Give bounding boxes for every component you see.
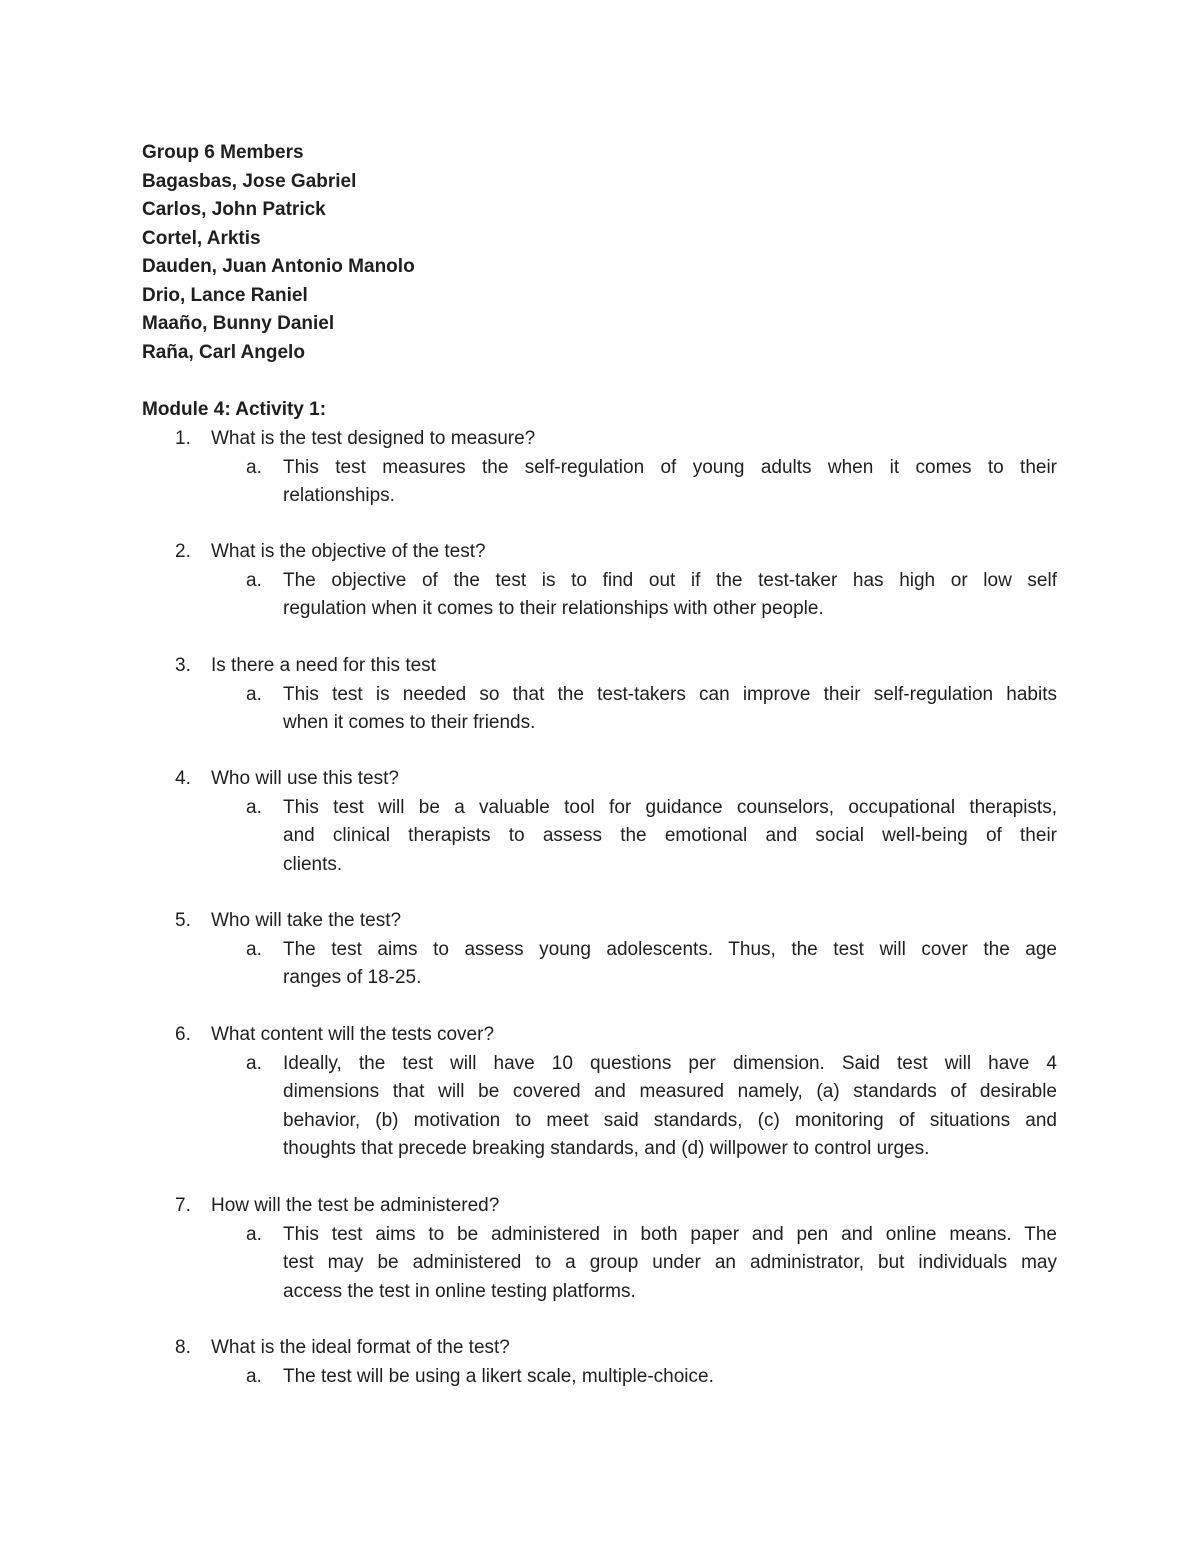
- answer-line: The test aims to assess young adolescents. Thus, the test will cover the age: [283, 938, 1057, 960]
- question-number: 4.: [175, 768, 191, 789]
- question-text: Is there a need for this test: [211, 655, 436, 676]
- answer-line: The test will be using a likert scale, multiple-choice.: [283, 1365, 714, 1387]
- answer-line: thoughts that precede breaking standards, and (d) willpower to control urges.: [283, 1138, 930, 1159]
- members-heading: Group 6 Members: [142, 142, 304, 163]
- member-name: Maaño, Bunny Daniel: [142, 313, 335, 334]
- answer-line: This test is needed so that the test-takers can improve their self-regulation habits: [283, 683, 1057, 705]
- members-list: [142, 139, 415, 367]
- answer-line: ranges of 18-25.: [283, 967, 422, 988]
- answer-line: clients.: [283, 853, 343, 875]
- answer-line: This test aims to be administered in both paper and pen and online means. The: [283, 1223, 1057, 1245]
- question-number: 1.: [175, 428, 191, 449]
- question-number: 8.: [175, 1337, 191, 1358]
- answer-line: relationships.: [283, 485, 395, 506]
- answer-line: when it comes to their friends.: [283, 712, 536, 733]
- answer-line: behavior, (b) motivation to meet said standards, (c) monitoring of situations and: [283, 1109, 1057, 1131]
- answer-letter: a.: [246, 938, 262, 960]
- answer-letter: a.: [246, 1052, 262, 1074]
- question-text: What is the objective of the test?: [211, 541, 486, 562]
- answer-line: test may be administered to a group under an administrator, but individuals may: [283, 1252, 1057, 1273]
- answer-text: [283, 1050, 1057, 1164]
- question-text: Who will take the test?: [211, 910, 402, 931]
- answer-text: [283, 681, 1057, 738]
- question-text: Who will use this test?: [211, 768, 399, 789]
- answer-text: [283, 1363, 1057, 1392]
- answer-line: The objective of the test is to find out if the test-taker has high or low self: [283, 569, 1057, 591]
- answer-letter: a.: [246, 796, 262, 818]
- answer-line: regulation when it comes to their relationships with other people.: [283, 598, 824, 619]
- answer-line: access the test in online testing platforms.: [283, 1280, 636, 1302]
- question-number: 3.: [175, 655, 191, 676]
- answer-letter: a.: [246, 569, 262, 591]
- question-number: 7.: [175, 1195, 191, 1216]
- question-text: What content will the tests cover?: [211, 1024, 495, 1045]
- answer-line: and clinical therapists to assess the emotional and social well-being of their: [283, 825, 1057, 846]
- answer-letter: a.: [246, 1365, 262, 1387]
- answer-text: [283, 936, 1057, 993]
- member-name: Bagasbas, Jose Gabriel: [142, 170, 357, 192]
- answer-text: [283, 454, 1057, 511]
- question-number: 5.: [175, 910, 191, 931]
- answer-line: dimensions that will be covered and measured namely, (a) standards of desirable: [283, 1081, 1057, 1102]
- question-text: What is the ideal format of the test?: [211, 1337, 510, 1358]
- answer-letter: a.: [246, 1223, 262, 1245]
- question-text: What is the test designed to measure?: [211, 428, 536, 449]
- question-text: How will the test be administered?: [211, 1195, 500, 1216]
- member-name: Carlos, John Patrick: [142, 199, 326, 220]
- question-number: 2.: [175, 541, 191, 562]
- answer-text: [283, 567, 1057, 624]
- question-number: 6.: [175, 1024, 191, 1045]
- answer-letter: a.: [246, 683, 262, 705]
- member-name: Drio, Lance Raniel: [142, 284, 308, 306]
- answer-line: This test will be a valuable tool for guidance counselors, occupational therapists,: [283, 796, 1057, 818]
- answer-line: Ideally, the test will have 10 questions per dimension. Said test will have 4: [283, 1052, 1057, 1074]
- member-name: Dauden, Juan Antonio Manolo: [142, 256, 415, 277]
- answer-text: [283, 1221, 1057, 1307]
- member-name: Cortel, Arktis: [142, 227, 261, 249]
- answer-letter: a.: [246, 456, 262, 478]
- answer-text: [283, 794, 1057, 880]
- member-name: Raña, Carl Angelo: [142, 341, 305, 363]
- answer-line: This test measures the self-regulation of young adults when it comes to their: [283, 456, 1057, 478]
- module-title: Module 4: Activity 1:: [142, 399, 327, 420]
